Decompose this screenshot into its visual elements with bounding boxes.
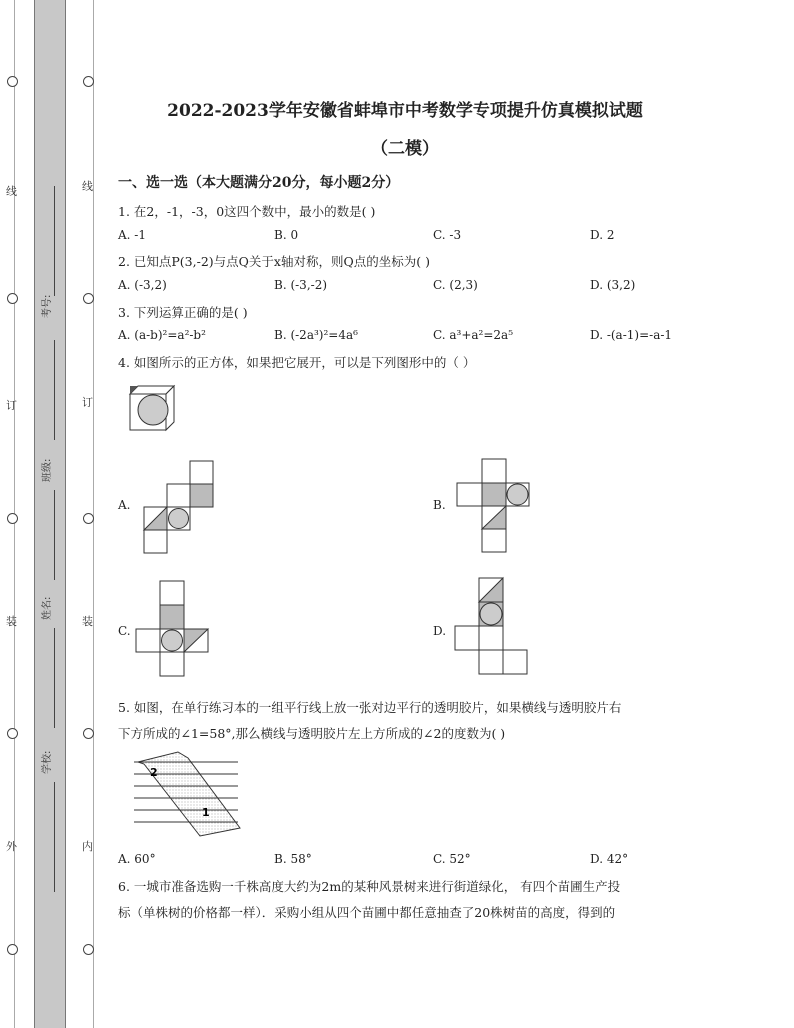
q2-option-d: D. (3,2) [590, 278, 636, 292]
field-underline [54, 628, 55, 728]
inner-dashed-line [93, 0, 94, 1028]
field-exam-number: 考号: [42, 294, 53, 318]
net-option-a [144, 461, 216, 553]
question-5-line2: 下方所成的∠1=58°,那么横线与透明胶片左上方所成的∠2的度数为( ) [118, 726, 506, 741]
q1-option-a: A. -1 [118, 228, 146, 242]
section-heading: 一、选一选（本大题满分20分，每小题2分） [118, 175, 400, 191]
q1-option-c: C. -3 [433, 228, 462, 242]
question-3: 3. 下列运算正确的是( ) [118, 305, 248, 320]
page-title: 2022-2023学年安徽省蚌埠市中考数学专项提升仿真模拟试题 [167, 101, 643, 121]
q3-option-b: B. (-2a³)²=4a⁶ [274, 328, 358, 342]
net-option-d [455, 578, 529, 676]
angle-1-label: 1 [202, 806, 210, 819]
inner-label-ding: 订 [82, 396, 93, 409]
q4-option-d: D. [433, 624, 447, 638]
field-underline [54, 782, 55, 892]
q3-option-a: A. (a-b)²=a²-b² [118, 328, 206, 342]
binding-hole-inner [83, 944, 94, 955]
q5-option-d: D. 42° [590, 852, 629, 866]
q5-option-b: B. 58° [274, 852, 312, 866]
binding-hole-inner [83, 513, 94, 524]
field-school: 学校: [42, 750, 53, 774]
binding-strip [34, 0, 66, 1028]
question-5-line1: 5. 如图，在单行练习本的一组平行线上放一张对边平行的透明胶片，如果横线与透明胶片右 [118, 700, 622, 715]
q1-option-d: D. 2 [590, 228, 615, 242]
outer-label-zhuang: 装 [6, 615, 17, 628]
binding-hole-inner [83, 76, 94, 87]
page-subtitle: （二模） [371, 139, 439, 159]
outer-label-wai: 外 [6, 840, 17, 853]
q4-option-b: B. [433, 498, 446, 512]
outer-label-xian: 线 [6, 185, 17, 198]
field-name: 姓名: [42, 596, 53, 620]
cube-figure [126, 384, 178, 434]
field-underline [54, 340, 55, 440]
q3-option-d: D. -(a-1)=-a-1 [590, 328, 673, 342]
q5-option-c: C. 52° [433, 852, 471, 866]
binding-hole-outer [7, 513, 18, 524]
q5-option-a: A. 60° [118, 852, 156, 866]
inner-label-zhuang: 装 [82, 615, 93, 628]
net-option-b [457, 459, 531, 553]
angle-2-label: 2 [150, 766, 158, 779]
question-6-line2: 标（单株树的价格都一样）．采购小组从四个苗圃中都任意抽查了20株树苗的高度，得到的 [118, 905, 616, 920]
question-6-line1: 6. 一城市准备选购一千株高度大约为2m的某种风景树来进行街道绿化， 有四个苗圃生产投 [118, 879, 621, 894]
inner-label-nei: 内 [82, 840, 93, 853]
inner-label-xian: 线 [82, 180, 93, 193]
binding-hole-inner [83, 293, 94, 304]
q1-option-b: B. 0 [274, 228, 299, 242]
binding-hole-outer [7, 944, 18, 955]
q2-option-c: C. (2,3) [433, 278, 478, 292]
q4-option-a: A. [118, 498, 131, 512]
parallel-lines-figure [130, 750, 245, 838]
binding-hole-outer [7, 728, 18, 739]
field-underline [54, 490, 55, 580]
q3-option-c: C. a³+a²=2a⁵ [433, 328, 514, 342]
binding-hole-outer [7, 293, 18, 304]
field-class: 班级: [42, 458, 53, 482]
binding-hole-inner [83, 728, 94, 739]
q2-option-a: A. (-3,2) [118, 278, 167, 292]
outer-label-ding: 订 [6, 399, 17, 412]
q2-option-b: B. (-3,-2) [274, 278, 328, 292]
binding-hole-outer [7, 76, 18, 87]
q4-option-c: C. [118, 624, 131, 638]
question-4: 4. 如图所示的正方体，如果把它展开，可以是下列图形中的（ ） [118, 355, 476, 370]
net-option-c [136, 581, 210, 677]
question-1: 1. 在2，-1，-3，0这四个数中，最小的数是( ) [118, 204, 376, 219]
question-2: 2. 已知点P(3,-2)与点Q关于x轴对称，则Q点的坐标为( ) [118, 254, 430, 269]
field-underline [54, 186, 55, 296]
